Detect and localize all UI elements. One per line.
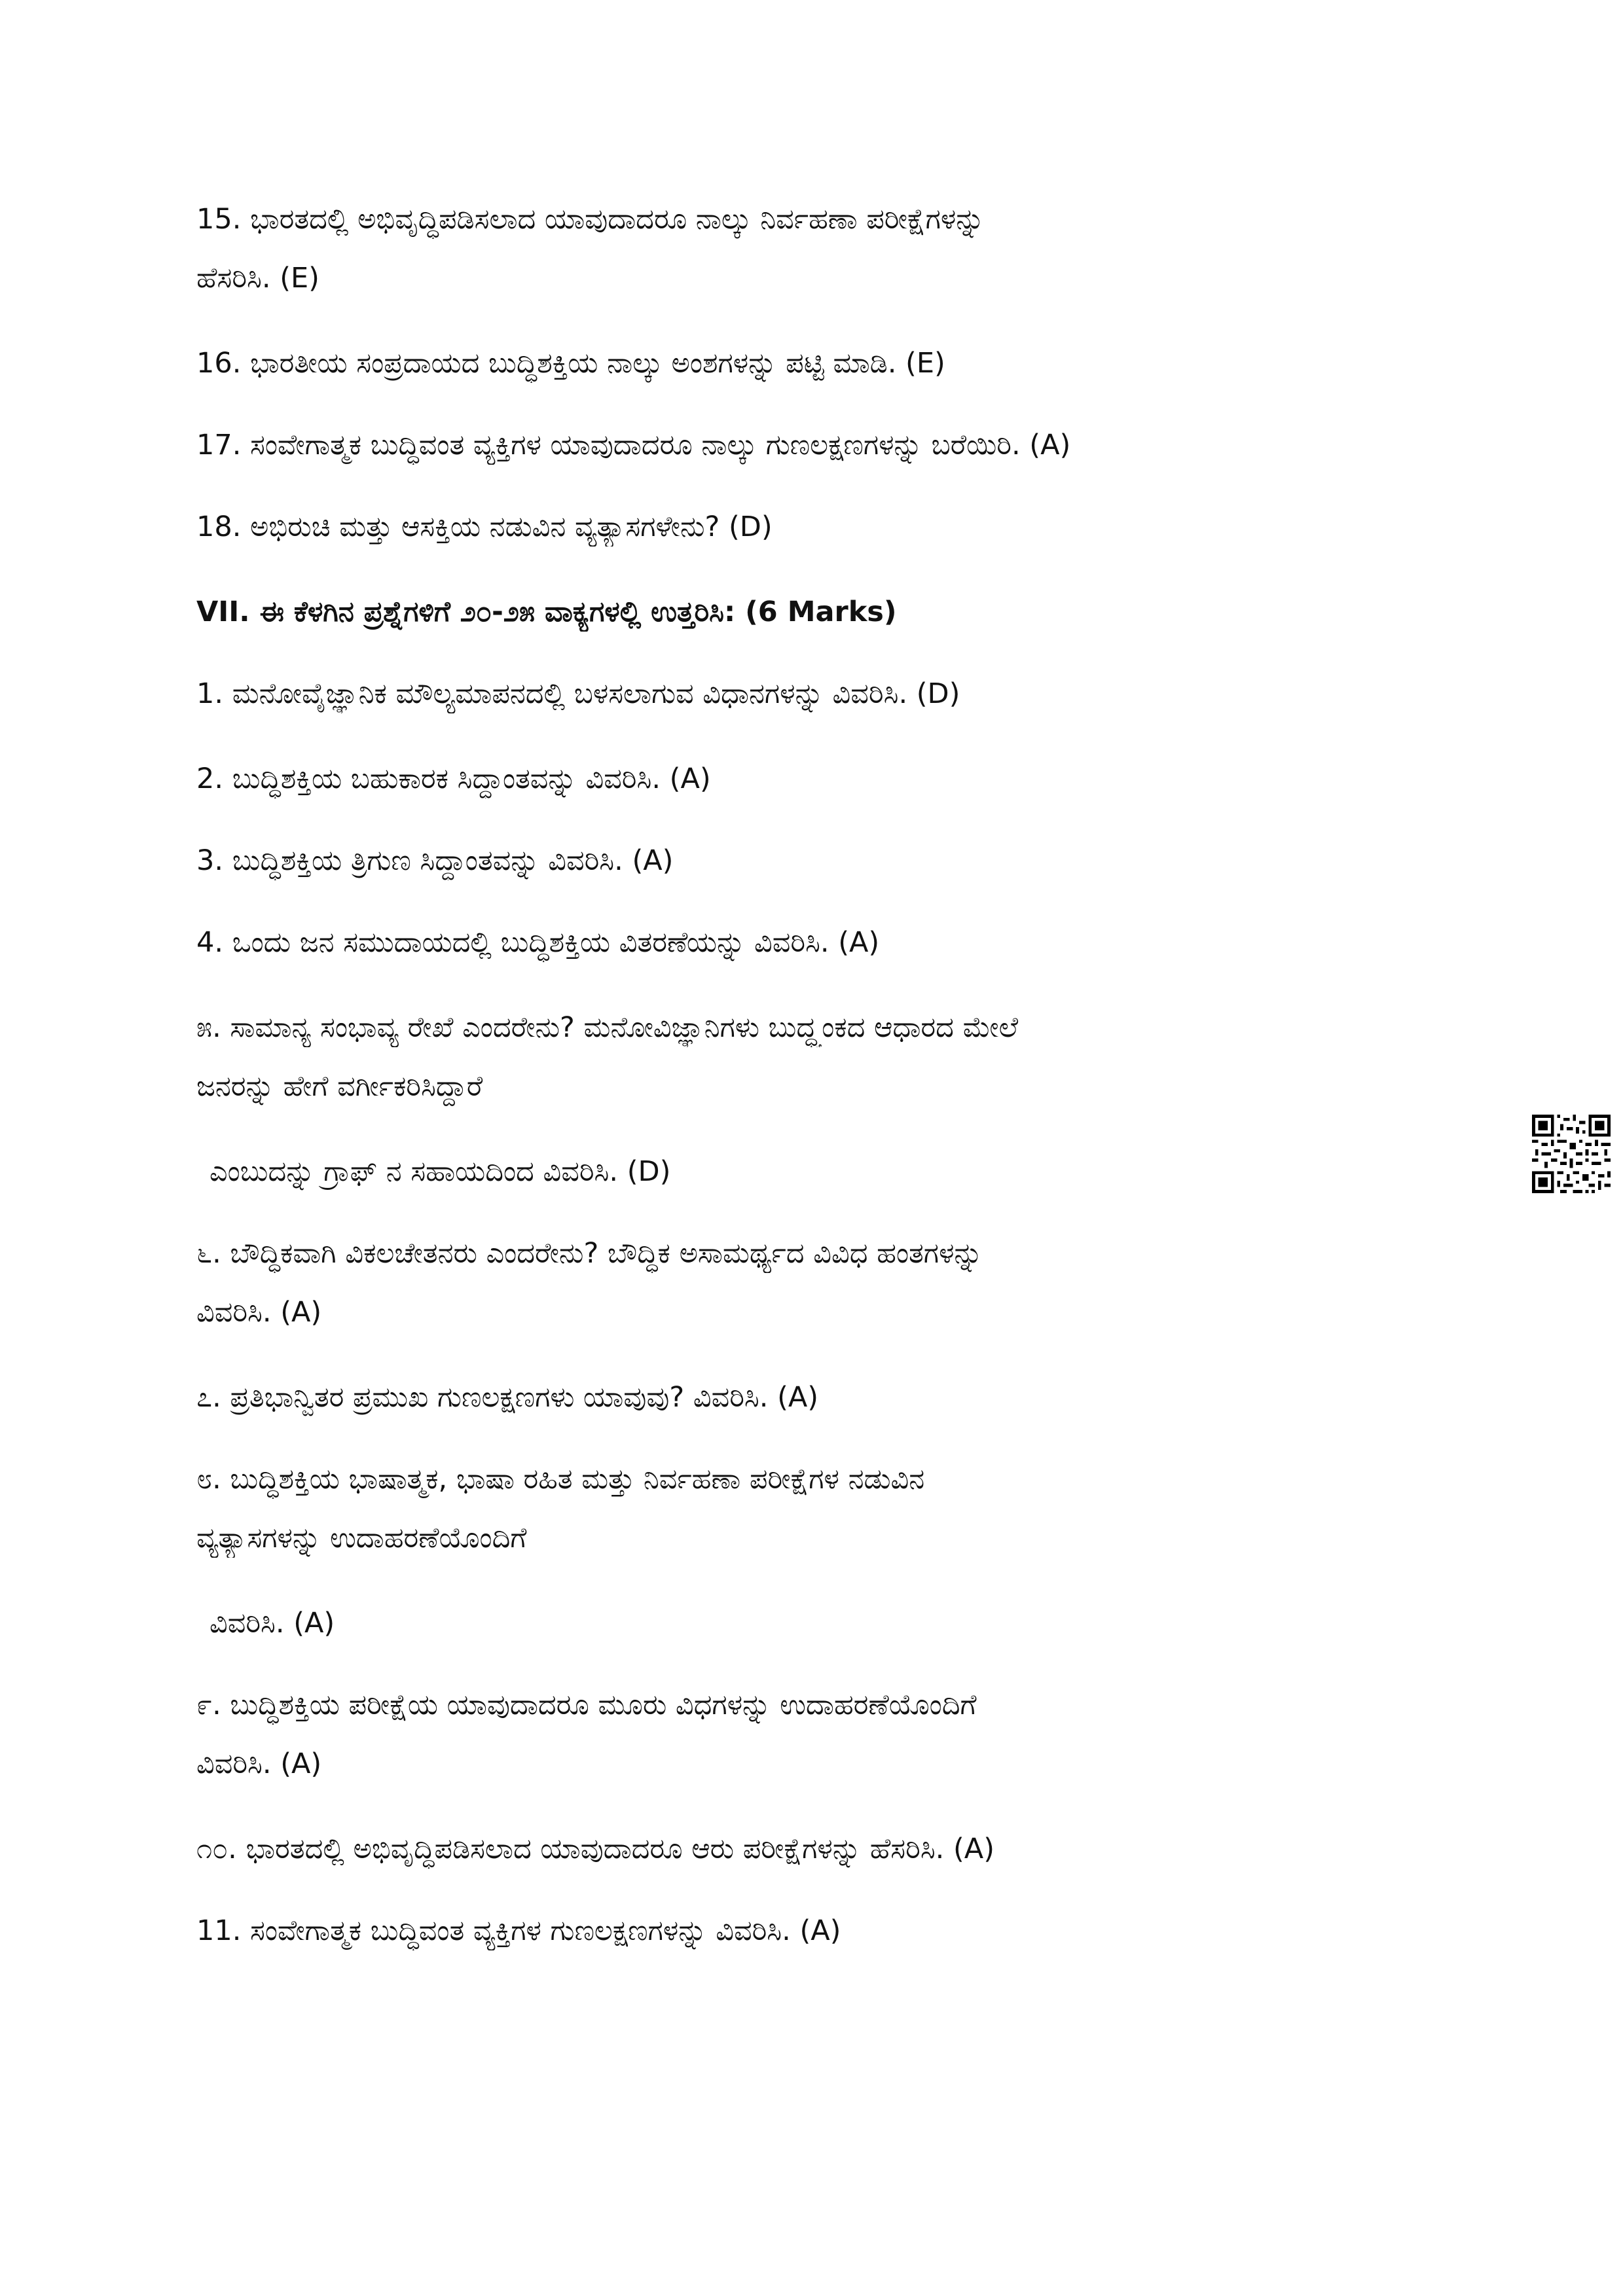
section7-question-8-line-2: ವ್ಯತ್ಯಾಸಗಳನ್ನು ಉದಾಹರಣೆಯೊಂದಿಗೆ — [196, 1522, 527, 1554]
question-15-line-2: ಹೆಸರಿಸಿ. (E) — [196, 262, 319, 295]
question-16: 16. ಭಾರತೀಯ ಸಂಪ್ರದಾಯದ ಬುದ್ಧಿಶಕ್ತಿಯ ನಾಲ್ಕು ಅಂಶಗಳನ್ನು ಪಟ್ಟಿ ಮಾಡಿ. (E) — [196, 347, 945, 380]
section7-question-7: ೭. ಪ್ರತಿಭಾನ್ವಿತರ ಪ್ರಮುಖ ಗುಣಲಕ್ಷಣಗಳು ಯಾವುವು? ವಿವರಿಸಿ. (A) — [196, 1381, 819, 1414]
section7-question-10: ೧೦. ಭಾರತದಲ್ಲಿ ಅಭಿವೃದ್ಧಿಪಡಿಸಲಾದ ಯಾವುದಾದರೂ ಆರು ಪರೀಕ್ಷೆಗಳನ್ನು ಹೆಸರಿಸಿ. (A) — [196, 1833, 994, 1865]
section7-question-9-line-1: ೯. ಬುದ್ಧಿಶಕ್ತಿಯ ಪರೀಕ್ಷೆಯ ಯಾವುದಾದರೂ ಮೂರು ವಿಧಗಳನ್ನು ಉದಾಹರಣೆಯೊಂದಿಗೆ — [196, 1689, 977, 1721]
section7-question-9-line-2: ವಿವರಿಸಿ. (A) — [196, 1748, 322, 1780]
section7-question-5-line-3: ಎಂಬುದನ್ನು ಗ್ರಾಫ್ ನ ಸಹಾಯದಿಂದ ವಿವರಿಸಿ. (D) — [210, 1155, 671, 1188]
question-18: 18. ಅಭಿರುಚಿ ಮತ್ತು ಆಸಕ್ತಿಯ ನಡುವಿನ ವ್ಯತ್ಯಾಸಗಳೇನು? (D) — [196, 511, 773, 543]
qr-code-icon — [1532, 1115, 1611, 1193]
section7-question-2: 2. ಬುದ್ಧಿಶಕ್ತಿಯ ಬಹುಕಾರಕ ಸಿದ್ಧಾಂತವನ್ನು ವಿವರಿಸಿ. (A) — [196, 762, 711, 795]
section-heading: VII. ಈ ಕೆಳಗಿನ ಪ್ರಶ್ನೆಗಳಿಗೆ ೨೦-೨೫ ವಾಕ್ಯಗಳಲ್ಲಿ ಉತ್ತರಿಸಿ: (6 Marks) — [196, 596, 897, 628]
section7-question-5-line-2: ಜನರನ್ನು ಹೇಗೆ ವರ್ಗೀಕರಿಸಿದ್ದಾರೆ — [196, 1070, 483, 1103]
section7-question-8-line-1: ೮. ಬುದ್ಧಿಶಕ್ತಿಯ ಭಾಷಾತ್ಮಕ, ಭಾಷಾ ರಹಿತ ಮತ್ತು ನಿರ್ವಹಣಾ ಪರೀಕ್ಷೆಗಳ ನಡುವಿನ — [196, 1463, 925, 1496]
section7-question-1: 1. ಮನೋವೈಜ್ಞಾನಿಕ ಮೌಲ್ಯಮಾಪನದಲ್ಲಿ ಬಳಸಲಾಗುವ ವಿಧಾನಗಳನ್ನು ವಿವರಿಸಿ. (D) — [196, 677, 960, 710]
section7-question-3: 3. ಬುದ್ಧಿಶಕ್ತಿಯ ತ್ರಿಗುಣ ಸಿದ್ಧಾಂತವನ್ನು ವಿವರಿಸಿ. (A) — [196, 844, 674, 877]
section7-question-5-line-1: ೫. ಸಾಮಾನ್ಯ ಸಂಭಾವ್ಯ ರೇಖೆ ಎಂದರೇನು? ಮನೋವಿಜ್ಞಾನಿಗಳು ಬುದ್ಧ್ಯಂಕದ ಆಧಾರದ ಮೇಲೆ — [196, 1011, 1019, 1044]
question-15-line-1: 15. ಭಾರತದಲ್ಲಿ ಅಭಿವೃದ್ಧಿಪಡಿಸಲಾದ ಯಾವುದಾದರೂ ನಾಲ್ಕು ನಿರ್ವಹಣಾ ಪರೀಕ್ಷೆಗಳನ್ನು — [196, 203, 985, 236]
section7-question-11: 11. ಸಂವೇಗಾತ್ಮಕ ಬುದ್ಧಿವಂತ ವ್ಯಕ್ತಿಗಳ ಗುಣಲಕ್ಷಣಗಳನ್ನು ವಿವರಿಸಿ. (A) — [196, 1914, 841, 1947]
question-17: 17. ಸಂವೇಗಾತ್ಮಕ ಬುದ್ಧಿವಂತ ವ್ಯಕ್ತಿಗಳ ಯಾವುದಾದರೂ ನಾಲ್ಕು ಗುಣಲಕ್ಷಣಗಳನ್ನು ಬರೆಯಿರಿ. (A) — [196, 429, 1071, 461]
section7-question-6-line-1: ೬. ಬೌದ್ಧಿಕವಾಗಿ ವಿಕಲಚೇತನರು ಎಂದರೇನು? ಬೌದ್ಧಿಕ ಅಸಾಮರ್ಥ್ಯದ ವಿವಿಧ ಹಂತಗಳನ್ನು — [196, 1237, 983, 1270]
section7-question-4: 4. ಒಂದು ಜನ ಸಮುದಾಯದಲ್ಲಿ ಬುದ್ಧಿಶಕ್ತಿಯ ವಿತರಣೆಯನ್ನು ವಿವರಿಸಿ. (A) — [196, 926, 880, 959]
section7-question-8-line-3: ವಿವರಿಸಿ. (A) — [210, 1607, 335, 1640]
section7-question-6-line-2: ವಿವರಿಸಿ. (A) — [196, 1296, 322, 1329]
